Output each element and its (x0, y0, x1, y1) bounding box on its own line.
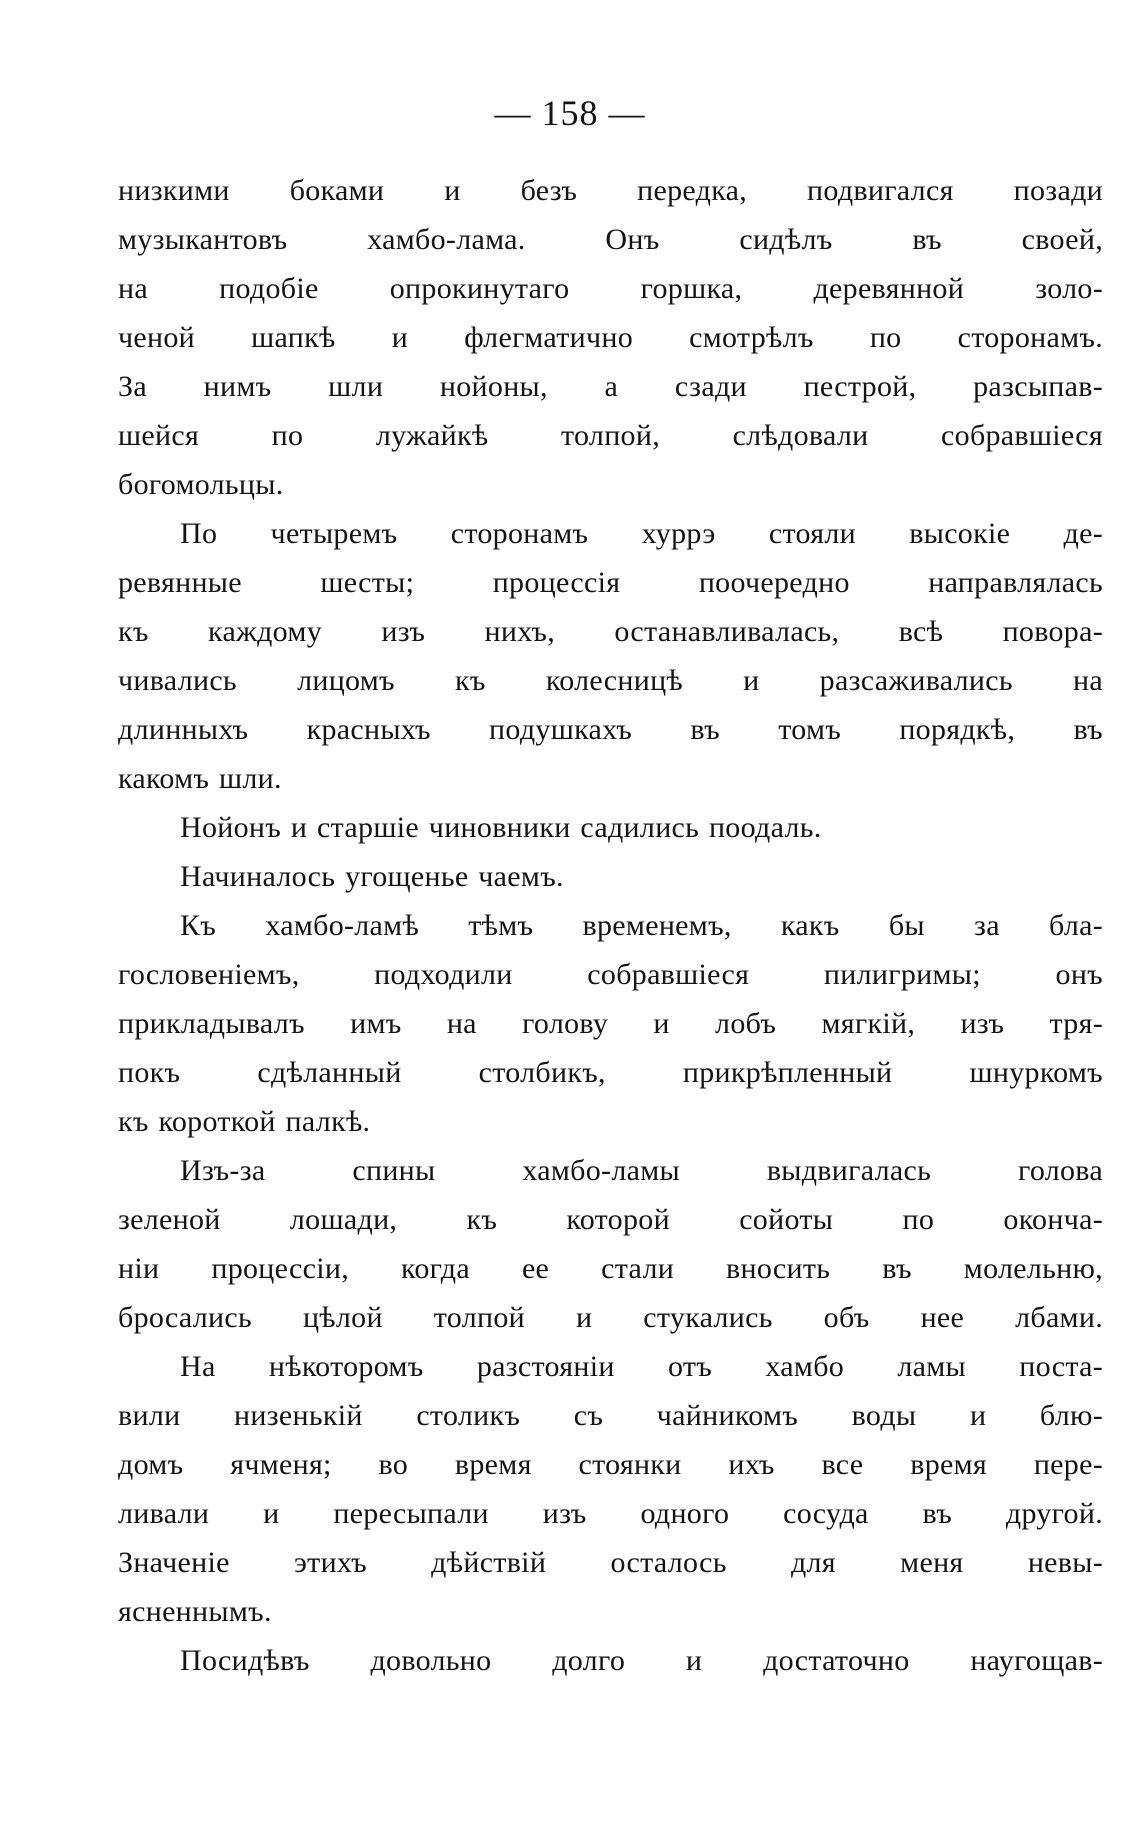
paragraph (118, 1342, 1103, 1636)
text-line: какомъ шли. (118, 762, 282, 795)
text-line: гословеніемъ, подходили собравшіеся пилигримы; онъ (118, 958, 1103, 991)
paragraph (118, 1146, 1103, 1342)
text-line: чивались лицомъ къ колесницѣ и разсаживались на (118, 664, 1103, 697)
text-line: Значеніе этихъ дѣйствій осталось для меня невы- (118, 1546, 1103, 1579)
page-number: — 158 — (494, 93, 646, 133)
text-line: богомольцы. (118, 468, 284, 501)
text-line: покъ сдѣланный столбикъ, прикрѣпленный шнуркомъ (118, 1056, 1103, 1089)
text-line: Изъ-за спины хамбо-ламы выдвигалась голова (180, 1154, 1103, 1187)
paragraph (118, 166, 1103, 509)
text-line: ясненнымъ. (118, 1595, 272, 1628)
text-line: Начиналось угощенье чаемъ. (180, 860, 564, 893)
text-line: Нойонъ и старшіе чиновники садились поодаль. (180, 811, 822, 844)
text-line: Посидѣвъ довольно долго и достаточно наугощав- (180, 1644, 1103, 1677)
text-line: За нимъ шли нойоны, а сзади пестрой, разсыпав- (118, 370, 1103, 403)
text-line: ливали и пересыпали изъ одного сосуда въ другой. (118, 1497, 1103, 1530)
text-line: къ короткой палкѣ. (118, 1105, 371, 1138)
text-line: Къ хамбо-ламѣ тѣмъ временемъ, какъ бы за бла- (180, 909, 1103, 942)
text-line: къ каждому изъ нихъ, останавливалась, всѣ повора- (118, 615, 1103, 648)
text-line: ніи процессіи, когда ее стали вносить въ молельню, (118, 1252, 1103, 1285)
text-line: зеленой лошади, къ которой сойоты по оконча- (118, 1203, 1103, 1236)
text-line: на подобіе опрокинутаго горшка, деревянной золо- (118, 272, 1103, 305)
text-line: На нѣкоторомъ разстояніи отъ хамбо ламы поста- (180, 1350, 1103, 1383)
text-line: музыкантовъ хамбо-лама. Онъ сидѣлъ въ своей, (118, 223, 1103, 256)
paragraph (118, 1636, 1103, 1685)
text-line: ревянные шесты; процессія поочередно направлялась (118, 566, 1103, 599)
text-line: длинныхъ красныхъ подушкахъ въ томъ порядкѣ, въ (118, 713, 1103, 746)
text-line: шейся по лужайкѣ толпой, слѣдовали собравшіеся (118, 419, 1103, 452)
paragraph (118, 901, 1103, 1146)
text-line: ченой шапкѣ и флегматично смотрѣлъ по сторонамъ. (118, 321, 1103, 354)
paragraph (118, 852, 1103, 901)
text-line: бросались цѣлой толпой и стукались объ нее лбами. (118, 1301, 1103, 1334)
text-line: прикладывалъ имъ на голову и лобъ мягкій, изъ тря- (118, 1007, 1103, 1040)
text-line: вили низенькій столикъ съ чайникомъ воды и блю- (118, 1399, 1103, 1432)
paragraph (118, 509, 1103, 803)
text-line: низкими боками и безъ передка, подвигался позади (118, 174, 1103, 207)
paragraph (118, 803, 1103, 852)
text-body (118, 166, 1103, 1685)
text-line: домъ ячменя; во время стоянки ихъ все время пере- (118, 1448, 1103, 1481)
text-line: По четыремъ сторонамъ хуррэ стояли высокіе де- (180, 517, 1103, 550)
